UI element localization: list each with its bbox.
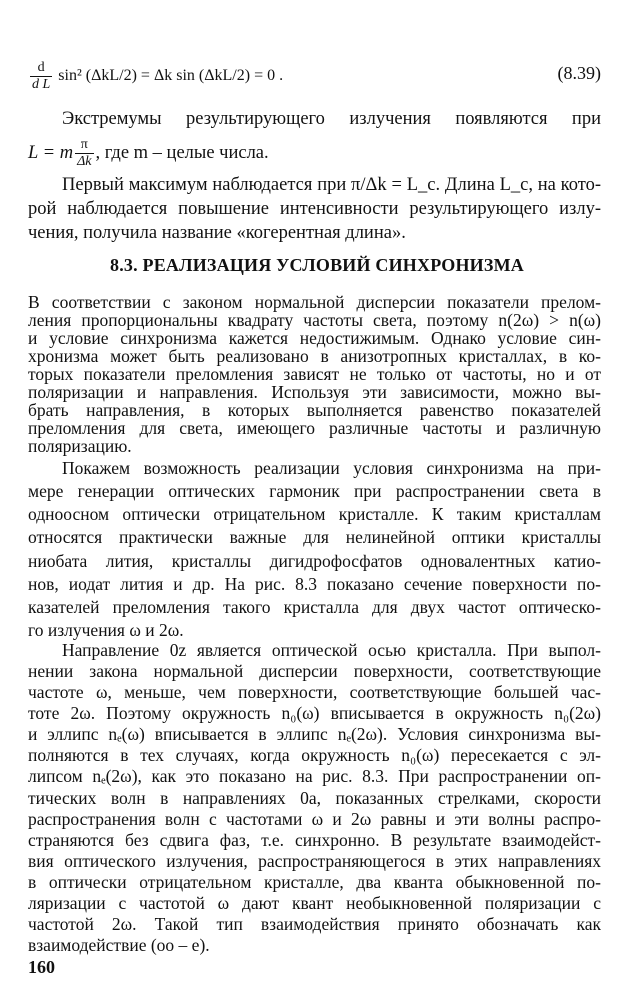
fraction-denominator: d L bbox=[32, 77, 51, 92]
fraction-denominator: Δk bbox=[77, 154, 92, 169]
formula-suffix: , где m – целые числа. bbox=[95, 142, 269, 163]
para5-line: и эллипс nₑ(ω) вписывается в эллипс nₑ(2ω). Условия синхронизма вы- bbox=[28, 724, 601, 745]
para4-line: ниобата лития, кристаллы дигидрофосфатов одновалентных катио- bbox=[28, 550, 601, 571]
para3-line: преломления для света, имеющего различные частоты и различную bbox=[28, 418, 601, 438]
formula-prefix: L = m bbox=[28, 142, 74, 163]
para5-line: полняются в тех случаях, когда окружность n₀(ω) пересекается с эл- bbox=[28, 745, 601, 766]
equation-number: (8.39) bbox=[557, 63, 601, 83]
page-number: 160 bbox=[28, 957, 55, 977]
para2-line: рой наблюдается повышение интенсивности результирующего излу- bbox=[28, 199, 601, 219]
para5-line: вия оптического излучения, распространяющегося в этих направлениях bbox=[28, 850, 601, 871]
para2-line: Первый максимум наблюдается при π/Δk = L_c. Длина L_c, на кото- bbox=[62, 175, 601, 195]
para5-line: в оптически отрицательном кристалле, два кванта обыкновенной по- bbox=[28, 871, 601, 892]
section-heading: 8.3. РЕАЛИЗАЦИЯ УСЛОВИЙ СИНХРОНИЗМА bbox=[110, 255, 524, 275]
para3-line: брать направления, в которых выполняется равенство показателей bbox=[28, 400, 601, 420]
para4-line: относятся практически важные для нелинейной оптики кристаллы bbox=[28, 527, 601, 548]
para4-line: го излучения ω и 2ω. bbox=[28, 620, 184, 640]
para1-line1: Экстремумы результирующего излучения появляются при bbox=[62, 109, 601, 129]
para3-line: ления пропорциональны квадрату частоты света, поэтому n(2ω) > n(ω) bbox=[28, 310, 601, 330]
equation-body: sin² (ΔkL/2) = Δk sin (ΔkL/2) = 0 . bbox=[54, 67, 284, 85]
para5-line: частоте ω, меньше, чем поверхности, соответствующие большей час- bbox=[28, 682, 601, 703]
para3-line: В соответствии с законом нормальной дисперсии показатели прелом- bbox=[28, 292, 601, 312]
para3-line: поляризации и направления. Используя эти зависимости, можно вы- bbox=[28, 382, 601, 402]
para5-line: распространения волн с частотами ω и 2ω равны и эти волны распро- bbox=[28, 808, 601, 829]
para5-line: Направление 0z является оптической осью кристалла. При выпол- bbox=[62, 640, 601, 660]
fraction-numerator: d bbox=[30, 60, 52, 77]
para3-line: поляризацию. bbox=[28, 436, 132, 456]
para4-line: Покажем возможность реализации условия синхронизма на при- bbox=[62, 458, 601, 478]
para5-line: тоте 2ω. Поэтому окружность n₀(ω) вписывается в окружность n₀(2ω) bbox=[28, 703, 601, 724]
para5-line: взаимодействие (oo – e). bbox=[28, 935, 210, 955]
para5-line: липсом nₑ(2ω), как это показано на рис. 8.3. При распространении оп- bbox=[28, 766, 601, 787]
para4-line: казателей преломления такого кристалла для двух частот оптическо- bbox=[28, 596, 601, 617]
para5-line: частотой 2ω. Такой тип взаимодействия принято обозначать как bbox=[28, 913, 601, 934]
para5-line: ляризации с частотой ω дают квант необыкновенной поляризации с bbox=[28, 892, 601, 913]
para4-line: мере генерации оптических гармоник при распространении света в bbox=[28, 481, 601, 502]
fraction-numerator: π bbox=[75, 137, 93, 154]
para1-line2 bbox=[28, 137, 601, 170]
para5-line: нении закона нормальной дисперсии поверхности, соответствующие bbox=[28, 661, 601, 682]
para2-line: чения, получила название «когерентная длина». bbox=[28, 223, 406, 243]
equation-8-39 bbox=[28, 60, 601, 93]
derivative-fraction bbox=[30, 60, 52, 93]
para5-line: тических волн в направлениях 0a, показанных стрелками, скорости bbox=[28, 787, 601, 808]
para4-line: нов, иодат лития и др. На рис. 8.3 показано сечение поверхности по- bbox=[28, 573, 601, 594]
para5-line: страняются без сдвига фаз, т.е. синхронно. В результате взаимодейст- bbox=[28, 829, 601, 850]
para4-line: одноосном оптически отрицательном кристалле. К таким кристаллам bbox=[28, 504, 601, 525]
para3-line: хронизма может быть реализовано в анизотропных кристаллах, в ко- bbox=[28, 346, 601, 366]
para3-line: торых показатели преломления зависят не только от частоты, но и от bbox=[28, 364, 601, 384]
para3-line: и условие синхронизма кажется недостижимым. Однако условие син- bbox=[28, 328, 601, 348]
pi-over-dk-fraction bbox=[75, 137, 93, 170]
